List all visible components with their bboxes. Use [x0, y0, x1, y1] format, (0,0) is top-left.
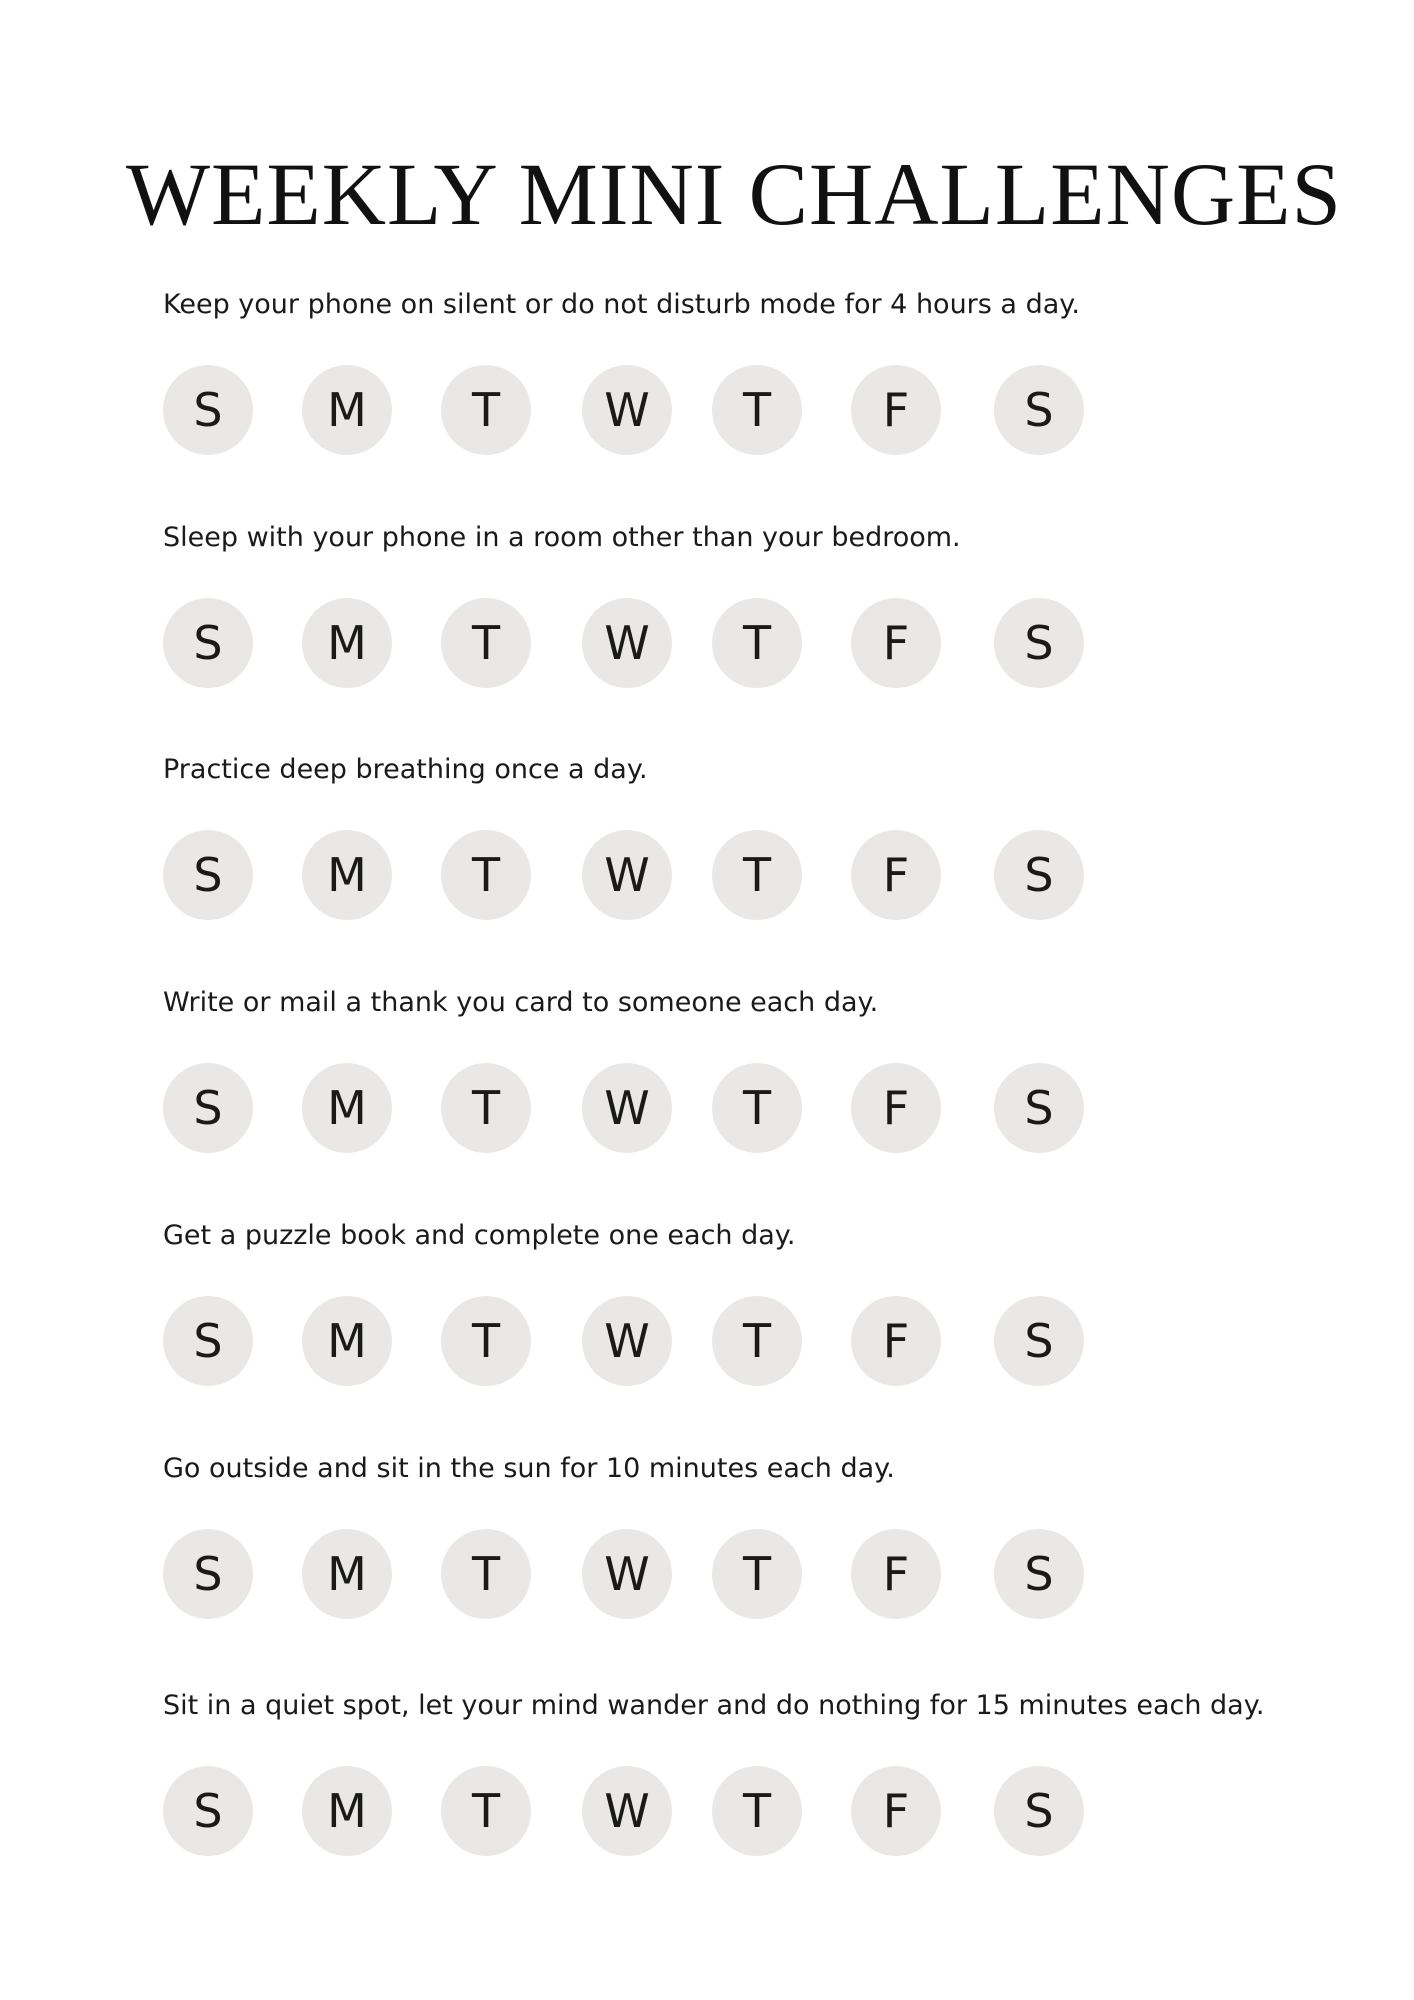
challenge-text: Write or mail a thank you card to someone each day.: [163, 987, 879, 1018]
day-checkbox[interactable]: F: [851, 598, 941, 688]
day-checkbox[interactable]: S: [994, 1063, 1084, 1153]
day-checkbox[interactable]: S: [994, 1766, 1084, 1856]
day-checkbox[interactable]: M: [302, 365, 392, 455]
day-checkbox[interactable]: M: [302, 1766, 392, 1856]
day-checkbox[interactable]: W: [582, 365, 672, 455]
challenge-item: [163, 750, 1363, 970]
day-checkbox[interactable]: M: [302, 1063, 392, 1153]
day-checkbox[interactable]: F: [851, 1766, 941, 1856]
day-checkbox[interactable]: S: [163, 1766, 253, 1856]
day-checkbox[interactable]: S: [163, 1529, 253, 1619]
day-checkbox[interactable]: T: [441, 1063, 531, 1153]
day-checkbox[interactable]: W: [582, 598, 672, 688]
challenge-text: Get a puzzle book and complete one each day.: [163, 1220, 796, 1251]
day-checkbox[interactable]: S: [994, 830, 1084, 920]
day-checkbox[interactable]: T: [441, 1529, 531, 1619]
challenge-item: [163, 1449, 1363, 1669]
challenge-text: Sit in a quiet spot, let your mind wander and do nothing for 15 minutes each day.: [163, 1690, 1265, 1721]
day-checkbox[interactable]: W: [582, 1529, 672, 1619]
day-checkbox[interactable]: M: [302, 1529, 392, 1619]
day-checkbox[interactable]: M: [302, 830, 392, 920]
challenge-item: [163, 1216, 1363, 1436]
day-checkbox[interactable]: T: [441, 365, 531, 455]
challenge-item: [163, 518, 1363, 738]
challenge-text: Practice deep breathing once a day.: [163, 754, 648, 785]
day-checkbox[interactable]: S: [163, 830, 253, 920]
day-checkbox[interactable]: S: [994, 1296, 1084, 1386]
day-checkbox[interactable]: S: [994, 598, 1084, 688]
day-checkbox[interactable]: W: [582, 830, 672, 920]
day-checkbox[interactable]: T: [441, 830, 531, 920]
day-checkbox[interactable]: T: [441, 1296, 531, 1386]
day-checkbox[interactable]: T: [712, 1296, 802, 1386]
challenge-item: [163, 1686, 1363, 1906]
day-checkbox[interactable]: S: [163, 1063, 253, 1153]
day-checkbox[interactable]: F: [851, 1063, 941, 1153]
day-checkbox[interactable]: T: [712, 365, 802, 455]
day-checkbox[interactable]: S: [163, 1296, 253, 1386]
challenge-item: [163, 285, 1363, 505]
day-checkbox[interactable]: F: [851, 1529, 941, 1619]
day-checkbox[interactable]: S: [994, 1529, 1084, 1619]
day-checkbox[interactable]: S: [163, 598, 253, 688]
day-checkbox[interactable]: W: [582, 1063, 672, 1153]
day-checkbox[interactable]: F: [851, 365, 941, 455]
day-checkbox[interactable]: T: [712, 1063, 802, 1153]
day-checkbox[interactable]: M: [302, 598, 392, 688]
challenge-text: Sleep with your phone in a room other than your bedroom.: [163, 522, 961, 553]
day-checkbox[interactable]: W: [582, 1296, 672, 1386]
day-checkbox[interactable]: M: [302, 1296, 392, 1386]
day-checkbox[interactable]: T: [712, 598, 802, 688]
day-checkbox[interactable]: T: [712, 1529, 802, 1619]
challenge-item: [163, 983, 1363, 1203]
day-checkbox[interactable]: F: [851, 1296, 941, 1386]
day-checkbox[interactable]: T: [441, 598, 531, 688]
day-checkbox[interactable]: S: [163, 365, 253, 455]
day-checkbox[interactable]: W: [582, 1766, 672, 1856]
page-title: WEEKLY MINI CHALLENGES: [126, 146, 1343, 244]
day-checkbox[interactable]: S: [994, 365, 1084, 455]
challenge-text: Go outside and sit in the sun for 10 minutes each day.: [163, 1453, 895, 1484]
day-checkbox[interactable]: T: [441, 1766, 531, 1856]
day-checkbox[interactable]: F: [851, 830, 941, 920]
day-checkbox[interactable]: T: [712, 830, 802, 920]
day-checkbox[interactable]: T: [712, 1766, 802, 1856]
challenge-text: Keep your phone on silent or do not disturb mode for 4 hours a day.: [163, 289, 1080, 320]
